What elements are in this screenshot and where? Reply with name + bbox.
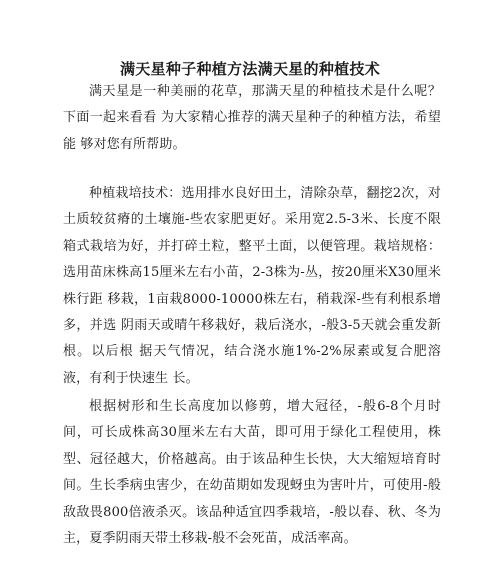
cultivation-paragraph: 种植栽培技术：选用排水良好田土，清除杂草，翻挖2次，对土质较贫瘠的土壤施-些农家肥更好。采用宽2.5-3米、长度不限箱式栽培为好，并打碎土粒，整平土面，以便管理。栽培规格：选用苗床株高15厘米左右小苗，2-3株为-丛，按20厘米X30厘米株行距 移栽，1亩栽8000-10000株左右，稍栽深-些有利根系增多，并选 阴雨天或晴午移栽好，栽后浇水，-般3-5天就会重发新根。以后根 据天气情况，结合浇水施1%-2%尿素或复合肥溶液，有利于快速生 长。 xyxy=(63,186,441,386)
intro-paragraph: 满天星是一种美丽的花草，那满天星的种植技术是什么呢？下面一起来看看 为大家精心推荐的满天星种子的种植方法，希望能 够对您有所帮助。 xyxy=(63,84,441,152)
page-title: 满天星种子种植方法满天星的种植技术 xyxy=(119,60,381,79)
pruning-paragraph: 根据树形和生长高度加以修剪，增大冠径，-般6-8个月时间，可长成株高30厘米左右大苗，即可用于绿化工程使用，株型、冠径越大，价格越高。由于该品种生长快，大大缩短培育时间。生长季病虫害少，在幼苗期如发现蚜虫为害叶片，可使用-般敌敌畏800倍液杀灭。该品种适宜四季栽培，-般以春、秋、冬为主，夏季阴雨天带土移栽-般不会死苗，成活率高。 xyxy=(63,399,441,547)
